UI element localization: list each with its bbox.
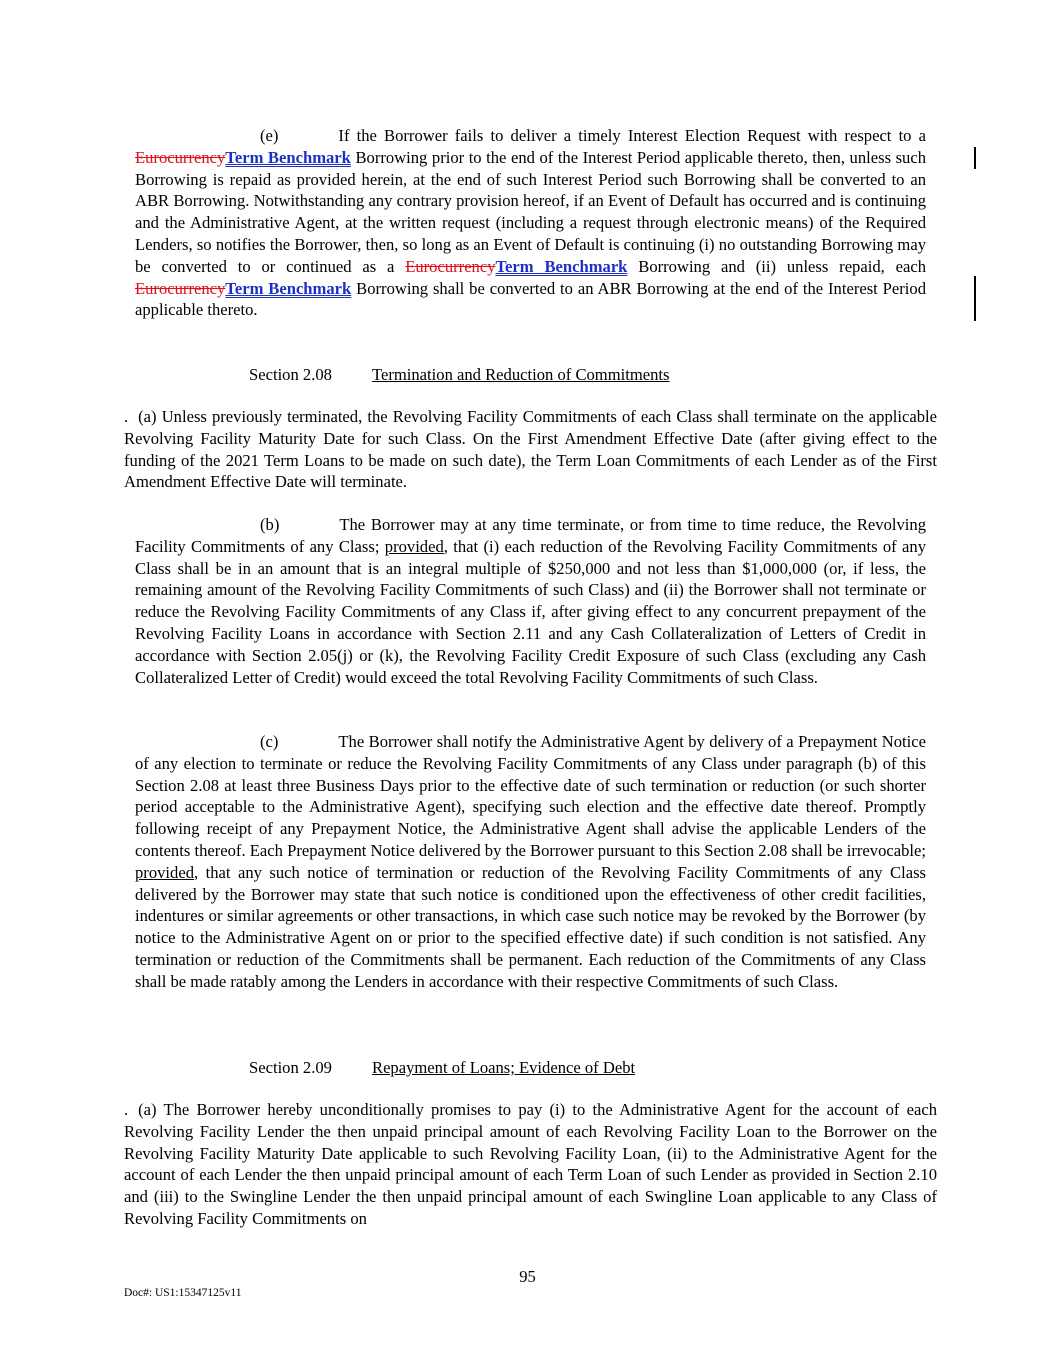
leader-dot: . <box>124 407 129 426</box>
paragraph-2-08-c <box>135 731 926 993</box>
paragraph-text: The Borrower shall notify the Administrative Agent by delivery of a Prepayment Notice of any election to terminate or reduce the Revolving Facility Commitments of any Class under paragraph (b) of this Section 2.08 at least three Business Days prior to the effective date of such termination or reduction (or such shorter period acceptable to the Administrative Agent), specifying such election and the effective date thereof. Promptly following receipt of any Prepayment Notice, the Administrative Agent shall advise the applicable Lenders of the contents thereof. Each Prepayment Notice delivered by the Borrower pursuant to this Section 2.08 shall be irrevocable; <box>135 732 926 860</box>
deleted-text: Eurocurrency <box>405 256 496 276</box>
page-number: 95 <box>519 1267 536 1286</box>
paragraph-label: (e) <box>260 126 279 145</box>
paragraph-text: , that any such notice of termination or reduction of the Revolving Facility Commitments of any Class delivered by the Borrower may state that such notice is conditioned upon the effectiveness of other credit facilities, indentures or similar agreements or other transactions, in which case such notice may be revoked by the Borrower (by notice to the Administrative Agent on or prior to the specified effective date) if such condition is not satisfied. Any termination or reduction of the Commitments shall be permanent. Each reduction of the Commitments of any Class shall be made ratably among the Lenders in accordance with their respective Commitments of such Class. <box>135 862 926 991</box>
provided-term: provided <box>135 862 194 882</box>
section-title: Termination and Reduction of Commitments <box>372 365 670 384</box>
paragraph-text: (a) The Borrower hereby unconditionally promises to pay (i) to the Administrative Agent for the account of each Revolving Facility Lender the then unpaid principal amount of each Revolving Facility Loan to the Borrower on the Revolving Facility Maturity Date applicable to such Revolving Facility Loan, (ii) to the Administrative Agent for the account of each Lender the then unpaid principal amount of each Term Loan of such Lender as provided in Section 2.10 and (iii) to the Swingline Lender the then unpaid principal amount of each Swingline Loan applicable to any Class of Revolving Facility Commitments on <box>124 1100 937 1228</box>
section-heading-2-09 <box>249 1057 635 1079</box>
paragraph-text: The Borrower may at any time terminate, or from time to time reduce, the Revolving Facility Commitments of any Class; <box>135 515 926 556</box>
paragraph-2-08-a <box>124 406 937 493</box>
change-bar <box>974 147 976 169</box>
paragraph-label: (b) <box>260 515 280 534</box>
section-number: Section 2.09 <box>249 1058 332 1077</box>
inserted-text: Term Benchmark <box>225 147 351 167</box>
paragraph-text: Borrowing shall be converted to an ABR Borrowing at the end of the Interest Period applicable thereto. <box>135 278 927 320</box>
section-title: Repayment of Loans; Evidence of Debt <box>372 1058 636 1077</box>
paragraph-text: If the Borrower fails to deliver a timely Interest Election Request with respect to a <box>338 126 926 145</box>
paragraph-2-09-a <box>124 1099 937 1230</box>
paragraph-text: (a) Unless previously terminated, the Revolving Facility Commitments of each Class shall terminate on the applicable Revolving Facility Maturity Date for such Class. On the First Amendment Effective Date (after giving effect to the funding of the 2021 Term Loans to be made on such date), the Term Loan Commitments of each Lender as of the First Amendment Effective Date will terminate. <box>124 407 937 492</box>
section-number: Section 2.08 <box>249 365 332 384</box>
leader-dot: . <box>124 1100 129 1119</box>
paragraph-2-08-b <box>135 514 926 688</box>
change-bar <box>974 276 976 321</box>
deleted-text: Eurocurrency <box>135 278 226 298</box>
paragraph-e <box>135 125 926 321</box>
section-heading-2-08 <box>249 364 669 386</box>
paragraph-text: , that (i) each reduction of the Revolving Facility Commitments of any Class shall be in an amount that is an integral multiple of $250,000 and not less than $1,000,000 (or, if less, the remaining amount of the Revolving Facility Commitments of such Class) and (ii) the Borrower shall not terminate or reduce the Revolving Facility Commitments of any Class if, after giving effect to any concurrent prepayment of the Revolving Facility Loans in accordance with Section 2.11 and any Cash Collateralization of Letters of Credit in accordance with Section 2.05(j) or (k), the Revolving Facility Credit Exposure of such Class (excluding any Cash Collateralized Letter of Credit) would exceed the total Revolving Facility Commitments of such Class. <box>135 536 926 687</box>
document-id: Doc#: US1:15347125v11 <box>124 1287 242 1299</box>
paragraph-text: Borrowing prior to the end of the Interest Period applicable thereto, then, unless such Borrowing is repaid as provided herein, at the end of such Interest Period such Borrowing shall be converted to an ABR Borrowing. Notwithstanding any contrary provision hereof, if an Event of Default has occurred and is continuing and the Administrative Agent, at the written request (including a request through electronic means) of the Required Lenders, so notifies the Borrower, then, so long as an Event of Default is continuing (i) no outstanding Borrowing may be converted to or continued as a <box>135 147 926 276</box>
paragraph-label: (c) <box>260 732 279 751</box>
inserted-text: Term Benchmark <box>225 278 352 298</box>
paragraph-text: Borrowing and (ii) unless repaid, each <box>627 256 926 276</box>
deleted-text: Eurocurrency <box>135 147 226 167</box>
provided-term: provided <box>384 536 444 556</box>
inserted-text: Term Benchmark <box>495 256 628 276</box>
